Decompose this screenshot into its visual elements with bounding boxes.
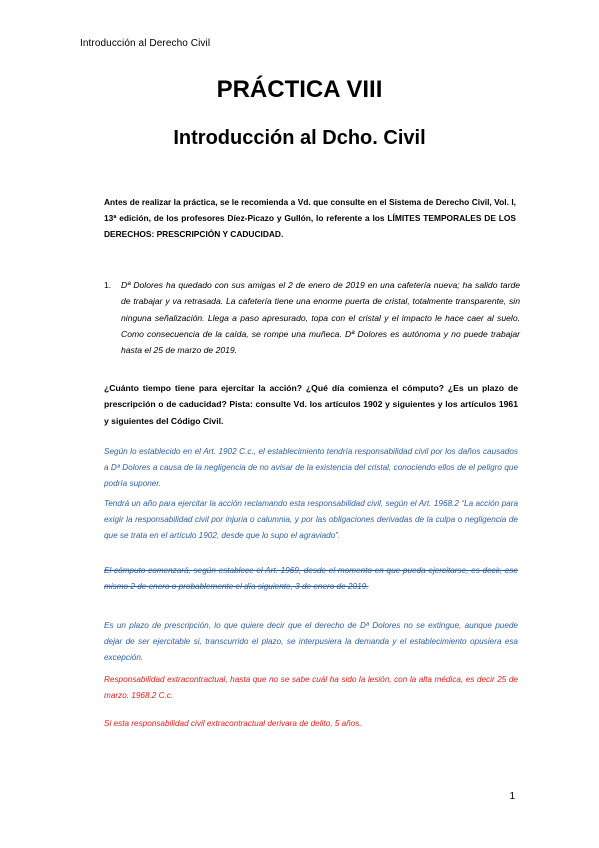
question-paragraph: ¿Cuánto tiempo tiene para ejercitar la acción? ¿Qué día comienza el cómputo? ¿Es un plazo de prescripción o de caducidad? Pista: consulte Vd. los artículos 1902 y siguientes y los artículos 1961 y siguientes del Código Civil. — [104, 383, 518, 426]
page-subtitle: Introducción al Dcho. Civil — [173, 127, 426, 149]
case-statement — [104, 277, 520, 358]
intro-paragraph: Antes de realizar la práctica, se le recomienda a Vd. que consulte en el Sistema de Derecho Civil, Vol. I, 13ª edición, de los profesores Díez-Picazo y Gullón, lo referente a los LÍMITES TEMPORALES DE LOS DERECHOS: PRESCRIPCIÓN Y CADUCIDAD. — [104, 197, 516, 239]
answer-paragraph: Según lo establecido en el Art. 1902 C.c., el establecimiento tendría responsabilidad civil por los daños causados a Dª Dolores a causa de la negligencia de no avisar de la existencia del cristal, conociendo ellos de el peligro que podría suponer. — [104, 447, 518, 489]
answer-paragraph-red: Responsabilidad extracontractual, hasta que no se sabe cuál ha sido la lesión, con la alta médica, es decir 25 de marzo. 1968.2 C.c. — [104, 675, 518, 701]
answer-paragraph-struck: El cómputo comenzará, según establece el Art. 1969, desde el momento en que pueda ejercitarse, es decir, ese mismo 2 de enero o probablemente el día siguiente, 3 de enero de 2019. — [104, 566, 518, 592]
answer-paragraph: Es un plazo de prescripción, lo que quiere decir que el derecho de Dª Dolores no se extingue, aunque puede dejar de ser ejercitable si, transcurrido el plazo, se interpusiera la demanda y el establecimiento opusiera esa excepción. — [104, 621, 518, 663]
case-number: 1. — [104, 280, 112, 290]
answer-paragraph: Tendrá un año para ejercitar la acción reclamando esta responsabilidad civil, según el Art. 1968.2 “La acción para exigir la responsabilidad civil por injuria o calumnia, y por las obligaciones derivadas de la culpa o negligencia de que se trata en el artículo 1902, desde que lo supo el agraviado”. — [104, 499, 518, 541]
running-header: Introducción al Derecho Civil — [80, 38, 211, 49]
answer-paragraph-red: Si esta responsabilidad civil extracontractual derivara de delito, 5 años. — [104, 719, 362, 728]
page-number: 1 — [509, 791, 515, 802]
page-title: PRÁCTICA VIII — [216, 76, 383, 103]
case-text: Dª Dolores ha quedado con sus amigas el 2 de enero de 2019 en una cafetería nueva; ha salido tarde de trabajar y va retrasada. La cafetería tiene una enorme puerta de cristal, totalmente transparente, sin ninguna señalización. Llega a paso apresurado, topa con el cristal y el impacto le hace caer al suelo. Como consecuencia de la caída, se rompe una muñeca. Dª Dolores es autónoma y no puede trabajar hasta el 25 de marzo de 2019. — [121, 280, 520, 356]
